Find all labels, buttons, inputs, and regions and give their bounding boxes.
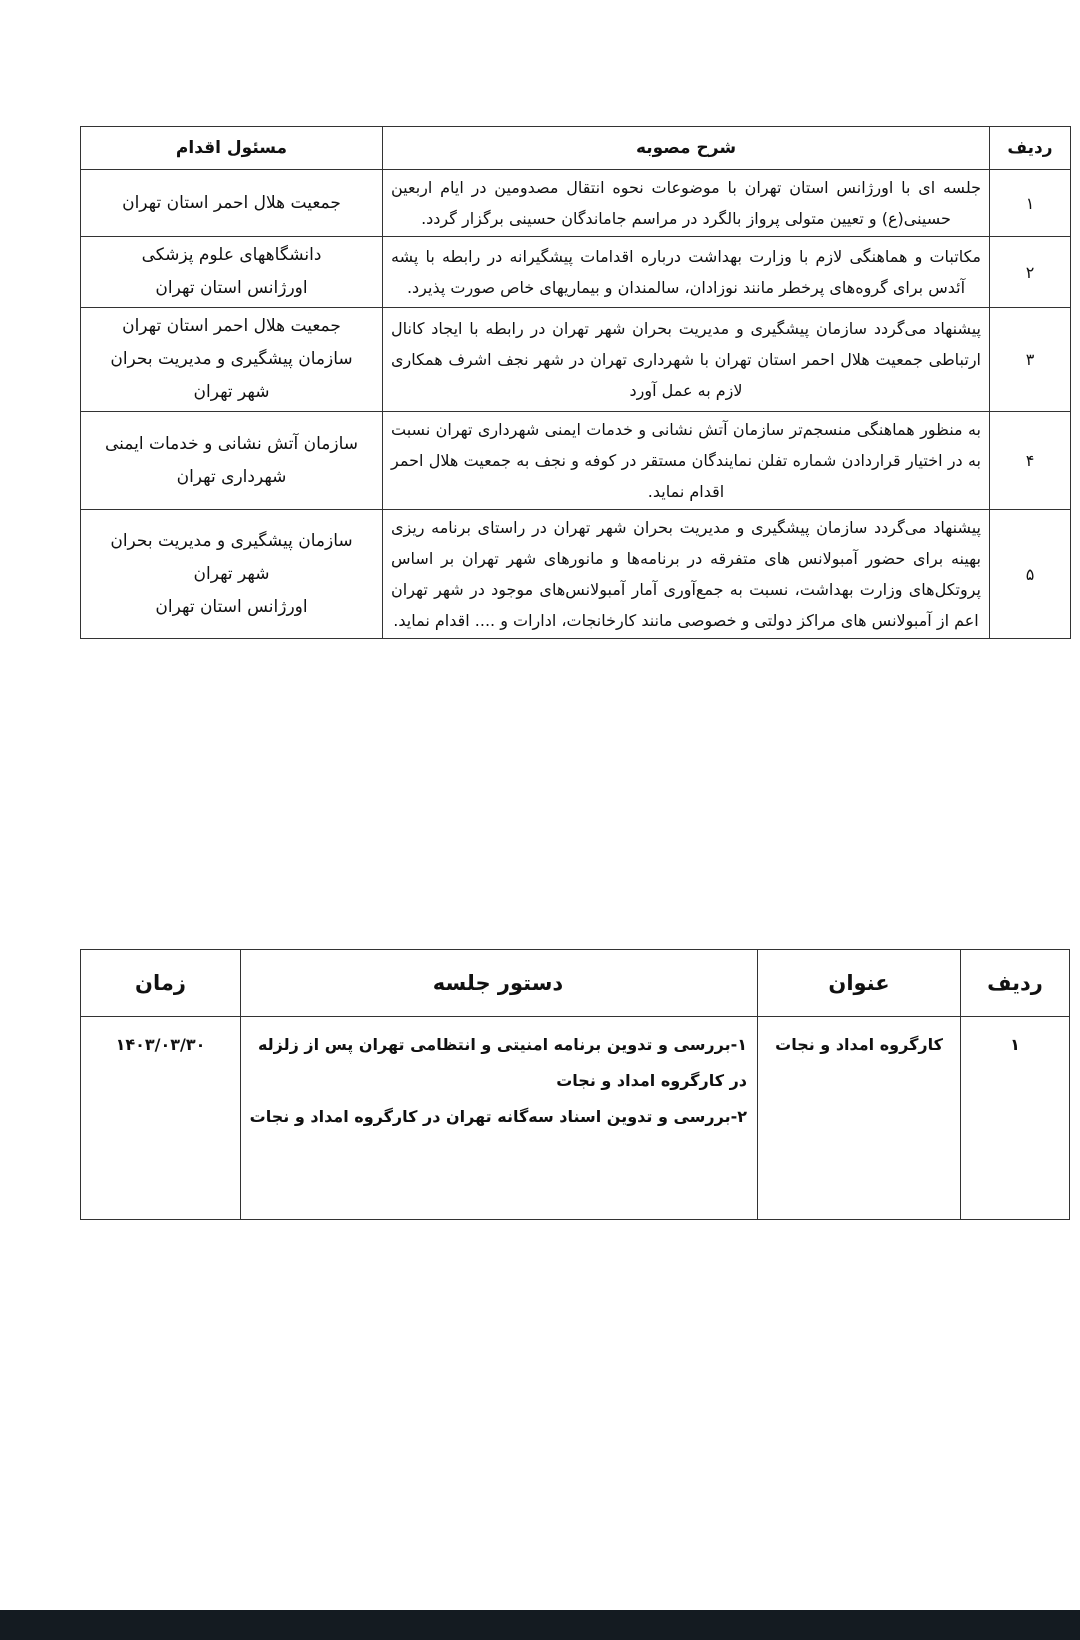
agenda-item: ۲-بررسی و تدوین اسناد سه‌گانه تهران در کارگروه امداد و نجات [249,1107,747,1126]
header-row-number: ردیف [961,950,1070,1017]
header-description: شرح مصوبه [383,127,990,170]
agenda-item: ۱-بررسی و تدوین برنامه امنیتی و انتظامی تهران پس از زلزله در کارگروه امداد و نجات [257,1035,747,1090]
agenda-title: کارگروه امداد و نجات [758,1017,961,1220]
responsible-cell [81,308,383,412]
resolutions-header-row [81,127,1071,170]
row-number: ۳ [990,308,1071,412]
header-row-number: ردیف [990,127,1071,170]
resolution-description: به منظور هماهنگی منسجم‌تر سازمان آتش نشانی و خدمات ایمنی شهرداری تهران نسبت به در اختیار قراردادن شماره تفلن نمایندگان مستقر در کوفه و نجف به جمعیت هلال احمر اقدام نماید. [383,412,990,510]
resolution-description: پیشنهاد می‌گردد سازمان پیشگیری و مدیریت بحران شهر تهران در راستای برنامه ریزی بهینه برای حضور آمبولانس های متفرقه در برنامه‌ها و مانورهای شهر تهران بر اساس پروتکل‌های وزارت بهداشت، نسبت به جمع‌آوری آمار آمبولانس‌های موجود در شهر تهران اعم از آمبولانس های مراکز دولتی و خصوصی مانند کارخانجات، ادارات و .... اقدام نماید. [383,510,990,639]
table-row [81,1017,1070,1220]
row-number: ۱ [990,170,1071,237]
row-number: ۲ [990,237,1071,308]
responsible-cell [81,170,383,237]
resolution-description: مکاتبات و هماهنگی لازم با وزارت بهداشت درباره اقدامات پیشگیرانه در رابطه با پشه آئدس برای گروه‌های پرخطر مانند نوزادان، سالمندان و بیماریهای خاص صورت پذیرد. [383,237,990,308]
agenda-table [80,949,1070,1220]
resolutions-table [80,126,1071,639]
header-responsible: مسئول اقدام [81,127,383,170]
header-agenda: دستور جلسه [241,950,758,1017]
responsible-cell [81,510,383,639]
responsible-line: شهر تهران [193,563,270,584]
table-row [81,308,1071,412]
responsible-line: دانشگاههای علوم پزشکی [141,245,322,265]
resolution-description: جلسه ای با اورژانس استان تهران با موضوعات نحوه انتقال مصدومین در ایام اربعین حسینی(ع) و تعیین متولی پرواز بالگرد در مراسم جاماندگان حسینی برگزار گردد. [383,170,990,237]
responsible-line: جمعیت هلال احمر استان تهران [122,316,341,336]
responsible-line: سازمان پیشگیری و مدیریت بحران [110,530,353,551]
responsible-cell [81,412,383,510]
bottom-bar [0,1610,1080,1640]
responsible-line: سازمان آتش نشانی و خدمات ایمنی [104,433,359,454]
agenda-header-row [81,950,1070,1017]
responsible-cell [81,237,383,308]
row-number: ۴ [990,412,1071,510]
row-number: ۱ [961,1017,1070,1220]
header-time: زمان [81,950,241,1017]
table-row [81,237,1071,308]
responsible-line: اورژانس استان تهران [155,596,308,617]
table-row [81,170,1071,237]
table-row [81,510,1071,639]
responsible-line: جمعیت هلال احمر استان تهران [122,192,341,213]
meeting-date: ۱۴۰۳/۰۳/۳۰ [81,1017,241,1220]
table-row [81,412,1071,510]
responsible-line: اورژانس استان تهران [155,278,308,298]
row-number: ۵ [990,510,1071,639]
resolution-description: پیشنهاد می‌گردد سازمان پیشگیری و مدیریت بحران شهر تهران در رابطه با ایجاد کانال ارتباطی جمعیت هلال احمر استان تهران با شهرداری تهران در شهر نجف اشرف همکاری لازم به عمل آورد [383,308,990,412]
header-title: عنوان [758,950,961,1017]
agenda-items [241,1017,758,1220]
responsible-line: شهر تهران [193,382,270,402]
responsible-line: سازمان پیشگیری و مدیریت بحران [110,349,353,369]
responsible-line: شهرداری تهران [176,466,287,487]
